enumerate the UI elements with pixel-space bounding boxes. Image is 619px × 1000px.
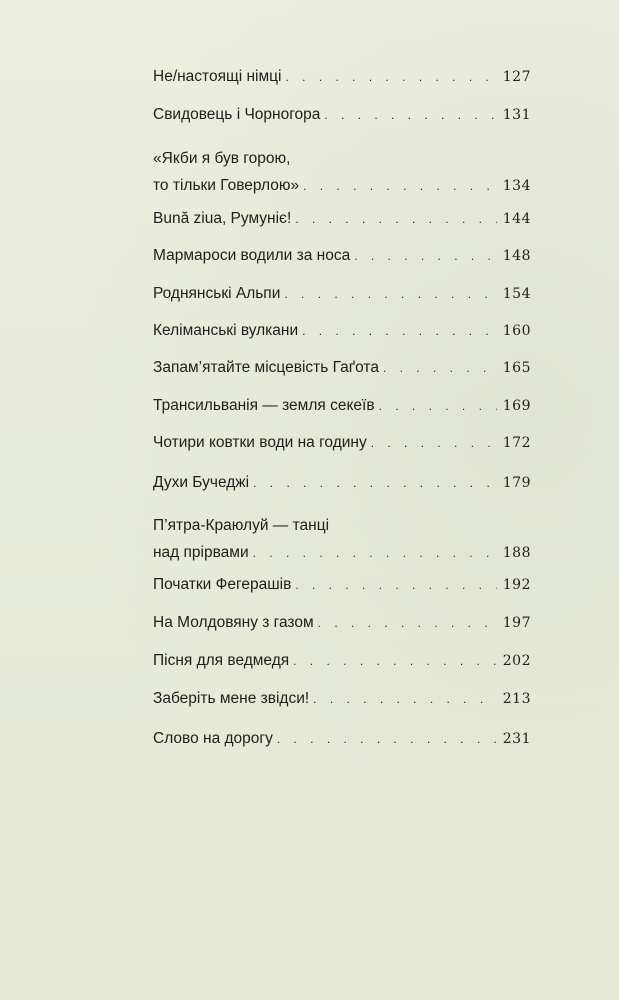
toc-entry xyxy=(153,149,531,196)
dot-leader xyxy=(295,575,496,595)
toc-entry-title: Запам’ятайте місцевість Гаґота xyxy=(153,359,379,376)
toc-entry-title: Не/настоящі німці xyxy=(153,68,282,85)
dot-leader xyxy=(383,358,497,378)
toc-entry xyxy=(153,729,531,749)
dot-leader xyxy=(324,105,496,125)
toc-entry-page: 148 xyxy=(502,248,531,264)
toc-entry-title: Пісня для ведмедя xyxy=(153,652,290,669)
toc-entry xyxy=(153,284,531,304)
toc-entry-page: 213 xyxy=(502,691,531,707)
toc-entry-page: 165 xyxy=(502,360,531,376)
toc-entry-title: Слово на дорогу xyxy=(153,730,273,747)
toc-entry xyxy=(153,105,531,125)
toc-entry xyxy=(153,67,531,87)
toc-entry-title: Заберіть мене звідси! xyxy=(153,690,310,707)
toc-entry-page: 134 xyxy=(502,178,531,194)
table-of-contents xyxy=(153,0,531,1000)
dot-leader xyxy=(302,321,497,341)
toc-entry xyxy=(153,209,531,229)
toc-entry-title: Початки Фегерашів xyxy=(153,576,292,593)
toc-entry xyxy=(153,473,531,493)
toc-entry xyxy=(153,575,531,595)
dot-leader xyxy=(313,689,497,709)
toc-entry xyxy=(153,246,531,266)
dot-leader xyxy=(293,651,497,671)
toc-entry-page: 144 xyxy=(502,211,531,227)
dot-leader xyxy=(277,729,497,749)
toc-entry-page: 202 xyxy=(502,653,531,669)
toc-entry-page: 188 xyxy=(502,545,531,561)
dot-leader xyxy=(371,433,497,453)
toc-entry-page: 154 xyxy=(502,286,531,302)
toc-entry-page: 169 xyxy=(502,398,531,414)
toc-entry-title-line1: П’ятра-Краюлуй — танці xyxy=(153,517,330,534)
toc-entry-page: 160 xyxy=(502,323,531,339)
toc-entry-title: над прірвами xyxy=(153,544,249,561)
toc-entry xyxy=(153,689,531,709)
toc-entry-title-line1: «Якби я був горою, xyxy=(153,150,291,167)
toc-entry xyxy=(153,651,531,671)
toc-entry-title: На Молдовяну з газом xyxy=(153,614,314,631)
dot-leader xyxy=(295,209,496,229)
toc-entry-title: Bună ziua, Румуніє! xyxy=(153,210,292,227)
dot-leader xyxy=(284,284,496,304)
toc-entry-page: 127 xyxy=(502,69,531,85)
toc-entry-page: 197 xyxy=(502,615,531,631)
toc-entry-page: 131 xyxy=(502,107,531,123)
toc-entry-page: 192 xyxy=(502,577,531,593)
toc-entry xyxy=(153,321,531,341)
toc-entry-page: 179 xyxy=(502,475,531,491)
toc-entry xyxy=(153,613,531,633)
dot-leader xyxy=(253,543,497,563)
toc-entry xyxy=(153,433,531,453)
dot-leader xyxy=(253,473,497,493)
toc-entry-title: Трансильванія — земля секеїв xyxy=(153,397,375,414)
toc-entry-title: Свидовець і Чорногора xyxy=(153,106,321,123)
toc-entry-title: Духи Бучеджі xyxy=(153,474,250,491)
toc-entry xyxy=(153,516,531,563)
toc-entry xyxy=(153,358,531,378)
dot-leader xyxy=(379,396,497,416)
toc-entry-title: Мармароси водили за носа xyxy=(153,247,351,264)
dot-leader xyxy=(354,246,497,266)
toc-entry-title: то тільки Говерлою» xyxy=(153,177,300,194)
toc-entry xyxy=(153,396,531,416)
toc-entry-page: 231 xyxy=(502,731,531,747)
dot-leader xyxy=(318,613,497,633)
toc-entry-title: Келіманські вулкани xyxy=(153,322,299,339)
dot-leader xyxy=(303,176,497,196)
toc-entry-page: 172 xyxy=(502,435,531,451)
toc-entry-title: Роднянські Альпи xyxy=(153,285,281,302)
toc-entry-title: Чотири ковтки води на годину xyxy=(153,434,367,451)
dot-leader xyxy=(285,67,496,87)
